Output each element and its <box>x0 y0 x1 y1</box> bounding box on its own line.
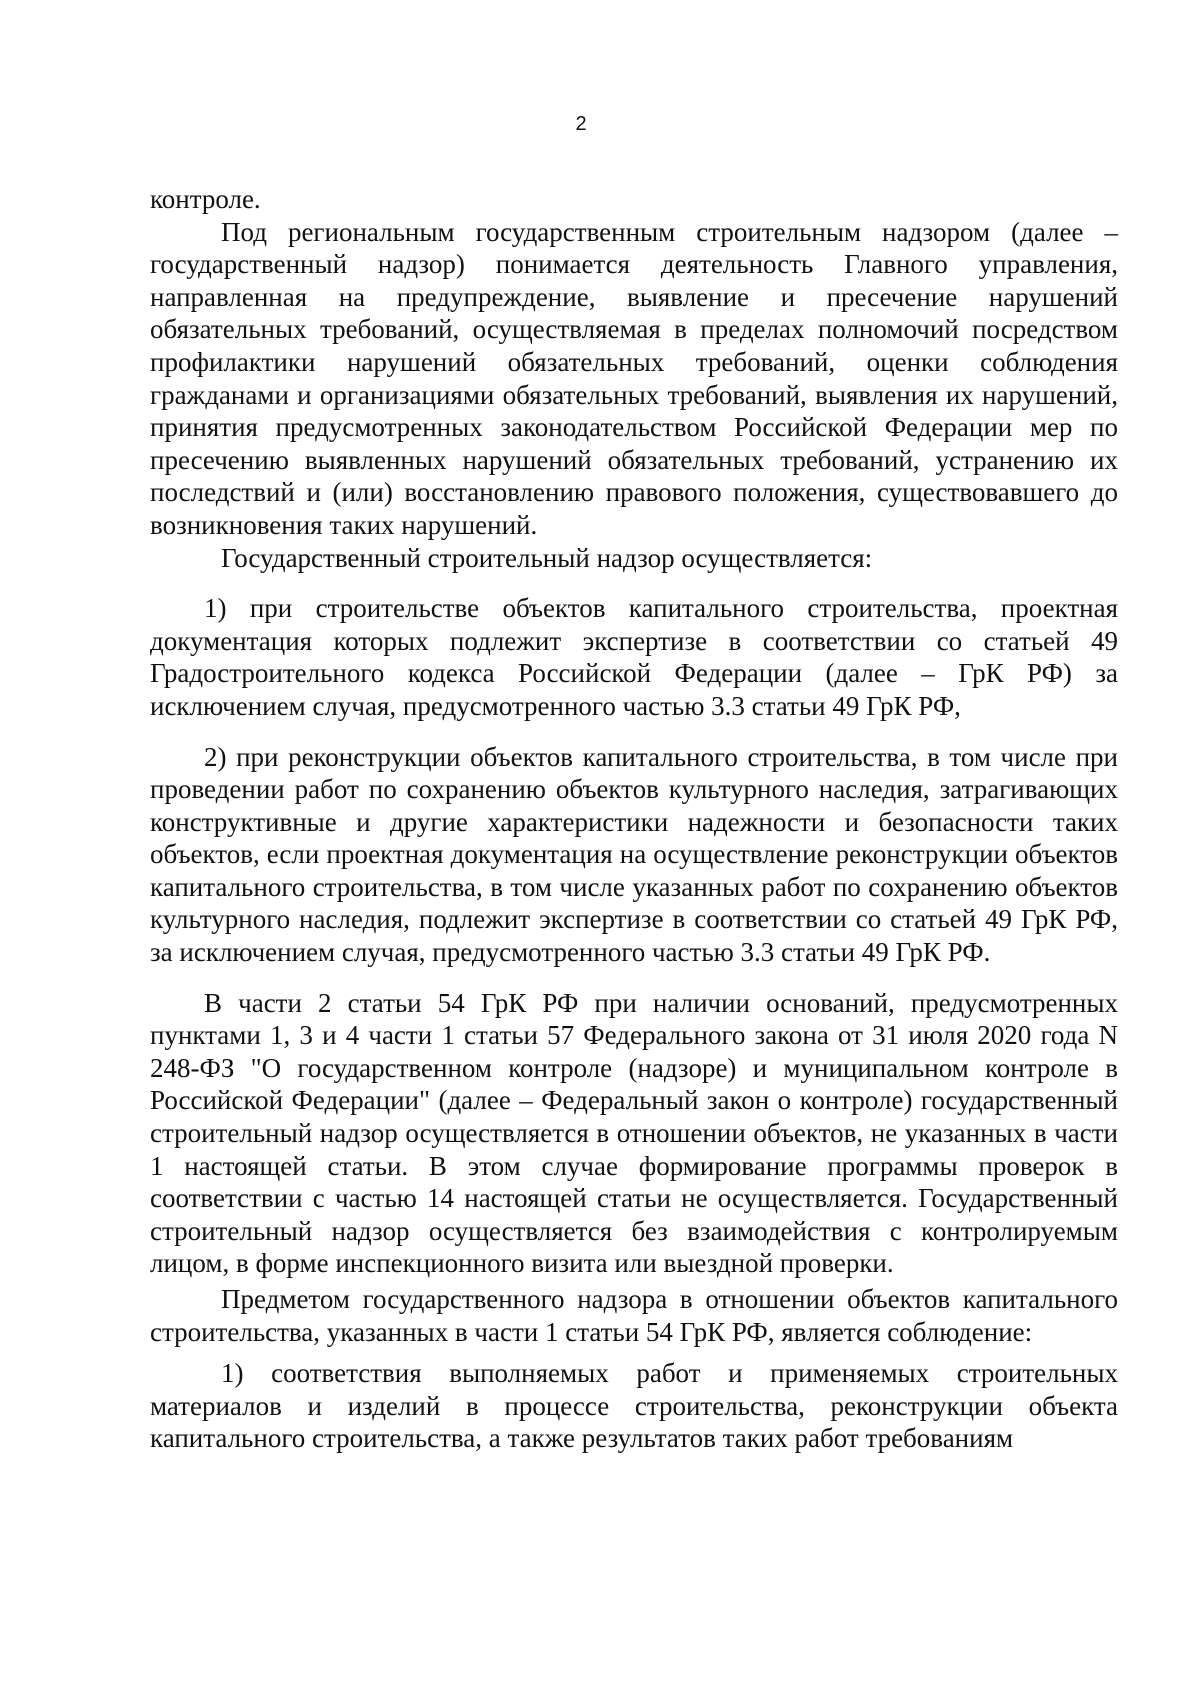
paragraph-supervision-intro: Государственный строительный надзор осуществляется: <box>221 542 873 573</box>
list-item-construction: 1) при строительстве объектов капитального строительства, проектная документация которых подлежит экспертизе в соответствии со статьей 49 Градостроительного кодекса Российской Федерации (далее – ГрК РФ) за исключением случая, предусмотренного частью 3.3 статьи 49 ГрК РФ, <box>150 593 1118 721</box>
paragraph-subject: Предметом государственного надзора в отношении объектов капитального строительства, указанных в части 1 статьи 54 ГрК РФ, является соблюдение: <box>150 1284 1118 1347</box>
page-number: 2 <box>575 113 587 135</box>
document-body <box>150 183 1118 1455</box>
paragraph-article-54: В части 2 статьи 54 ГрК РФ при наличии оснований, предусмотренных пунктами 1, 3 и 4 части 1 статьи 57 Федерального закона от 31 июля 2020 года N 248-ФЗ "О государственном контроле (надзоре) и муниципальном контроле в Российской Федерации" (далее – Федеральный закон о контроле) государственный строительный надзор осуществляется в отношении объектов, не указанных в части 1 настоящей статьи. В этом случае формирование программы проверок в соответствии с частью 14 настоящей статьи не осуществляется. Государственный строительный надзор осуществляется без взаимодействия с контролируемым лицом, в форме инспекционного визита или выездной проверки. <box>150 987 1118 1279</box>
paragraph-definition: Под региональным государственным строительным надзором (далее – государственный надзор) понимается деятельность Главного управления, направленная на предупреждение, выявление и пресечение нарушений обязательных требований, осуществляемая в пределах полномочий посредством профилактики нарушений обязательных требований, оценки соблюдения гражданами и организациями обязательных требований, выявления их нарушений, принятия предусмотренных законодательством Российской Федерации мер по пресечению выявленных нарушений обязательных требований, устранению их последствий и (или) восстановлению правового положения, существовавшего до возникновения таких нарушений. <box>150 216 1118 540</box>
paragraph-continuation: контроле. <box>150 184 261 214</box>
list-item-compliance: 1) соответствия выполняемых работ и применяемых строительных материалов и изделий в процессе строительства, реконструкции объекта капитального строительства, а также результатов таких работ требованиям <box>150 1358 1118 1454</box>
list-item-reconstruction: 2) при реконструкции объектов капитального строительства, в том числе при проведении работ по сохранению объектов культурного наследия, затрагивающих конструктивные и другие характеристики надежности и безопасности таких объектов, если проектная документация на осуществление реконструкции объектов капитального строительства, в том числе указанных работ по сохранению объектов культурного наследия, подлежит экспертизе в соответствии со статьей 49 ГрК РФ, за исключением случая, предусмотренного частью 3.3 статьи 49 ГрК РФ. <box>150 741 1118 968</box>
